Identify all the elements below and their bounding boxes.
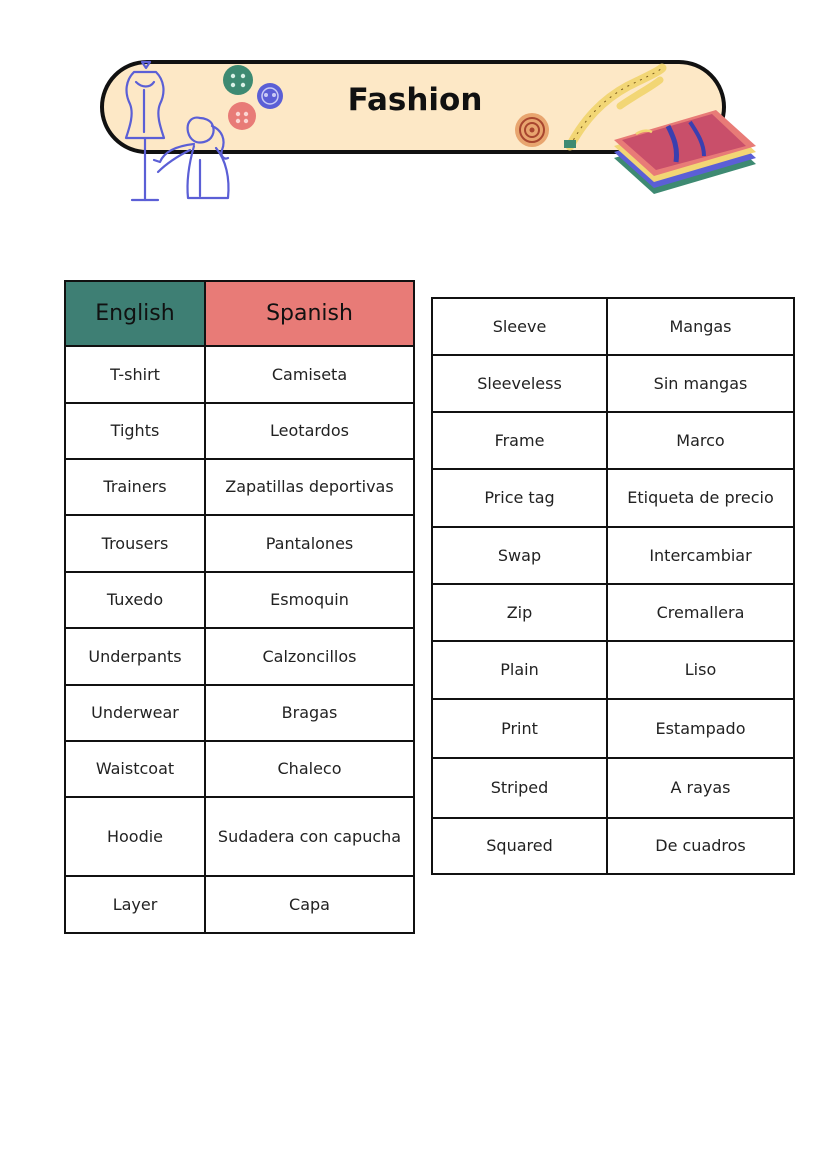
spanish-word: Zapatillas deportivas bbox=[205, 459, 414, 515]
spanish-word: A rayas bbox=[607, 758, 794, 818]
buttons-icon bbox=[218, 62, 290, 134]
english-word: Swap bbox=[432, 527, 607, 584]
spanish-word: Mangas bbox=[607, 298, 794, 355]
spanish-word: De cuadros bbox=[607, 818, 794, 874]
table-row bbox=[432, 641, 794, 699]
table-row bbox=[65, 876, 414, 933]
spanish-word: Intercambiar bbox=[607, 527, 794, 584]
table-row bbox=[65, 628, 414, 685]
english-word: Sleeveless bbox=[432, 355, 607, 412]
spanish-word: Liso bbox=[607, 641, 794, 699]
spanish-word: Bragas bbox=[205, 685, 414, 741]
english-word: Plain bbox=[432, 641, 607, 699]
english-word: Hoodie bbox=[65, 797, 205, 876]
table-row bbox=[65, 403, 414, 459]
spanish-word: Sin mangas bbox=[607, 355, 794, 412]
table-row bbox=[432, 469, 794, 527]
spanish-word: Chaleco bbox=[205, 741, 414, 797]
english-word: Underwear bbox=[65, 685, 205, 741]
english-word: Tights bbox=[65, 403, 205, 459]
spanish-word: Cremallera bbox=[607, 584, 794, 641]
table-row bbox=[432, 298, 794, 355]
english-word: Underpants bbox=[65, 628, 205, 685]
table-row bbox=[65, 797, 414, 876]
english-word: Striped bbox=[432, 758, 607, 818]
table-row bbox=[65, 685, 414, 741]
spanish-word: Camiseta bbox=[205, 346, 414, 403]
english-word: Print bbox=[432, 699, 607, 758]
table-row bbox=[65, 515, 414, 572]
english-word: Trousers bbox=[65, 515, 205, 572]
spanish-word: Calzoncillos bbox=[205, 628, 414, 685]
english-word: Price tag bbox=[432, 469, 607, 527]
spanish-word: Leotardos bbox=[205, 403, 414, 459]
english-word: Trainers bbox=[65, 459, 205, 515]
english-column-header: English bbox=[65, 281, 205, 346]
english-word: Frame bbox=[432, 412, 607, 469]
english-word: Waistcoat bbox=[65, 741, 205, 797]
table-row bbox=[65, 572, 414, 628]
table-row bbox=[65, 741, 414, 797]
spanish-word: Estampado bbox=[607, 699, 794, 758]
table-row bbox=[432, 818, 794, 874]
spanish-word: Sudadera con capucha bbox=[205, 797, 414, 876]
table-row bbox=[432, 699, 794, 758]
english-word: T-shirt bbox=[65, 346, 205, 403]
table-row bbox=[65, 459, 414, 515]
table-row bbox=[432, 355, 794, 412]
table-row bbox=[432, 758, 794, 818]
vocab-table-left bbox=[64, 280, 415, 934]
table-row bbox=[65, 346, 414, 403]
spanish-column-header: Spanish bbox=[205, 281, 414, 346]
page-title: Fashion bbox=[347, 82, 483, 118]
english-word: Layer bbox=[65, 876, 205, 933]
spanish-word: Pantalones bbox=[205, 515, 414, 572]
table-row bbox=[432, 584, 794, 641]
vocab-table-right bbox=[431, 297, 795, 875]
english-word: Zip bbox=[432, 584, 607, 641]
spanish-word: Capa bbox=[205, 876, 414, 933]
english-word: Squared bbox=[432, 818, 607, 874]
table-row bbox=[432, 527, 794, 584]
spanish-word: Etiqueta de precio bbox=[607, 469, 794, 527]
table-header-row bbox=[65, 281, 414, 346]
spanish-word: Esmoquin bbox=[205, 572, 414, 628]
fabric-swatches-icon bbox=[608, 104, 760, 198]
english-word: Sleeve bbox=[432, 298, 607, 355]
table-row bbox=[432, 412, 794, 469]
english-word: Tuxedo bbox=[65, 572, 205, 628]
spanish-word: Marco bbox=[607, 412, 794, 469]
